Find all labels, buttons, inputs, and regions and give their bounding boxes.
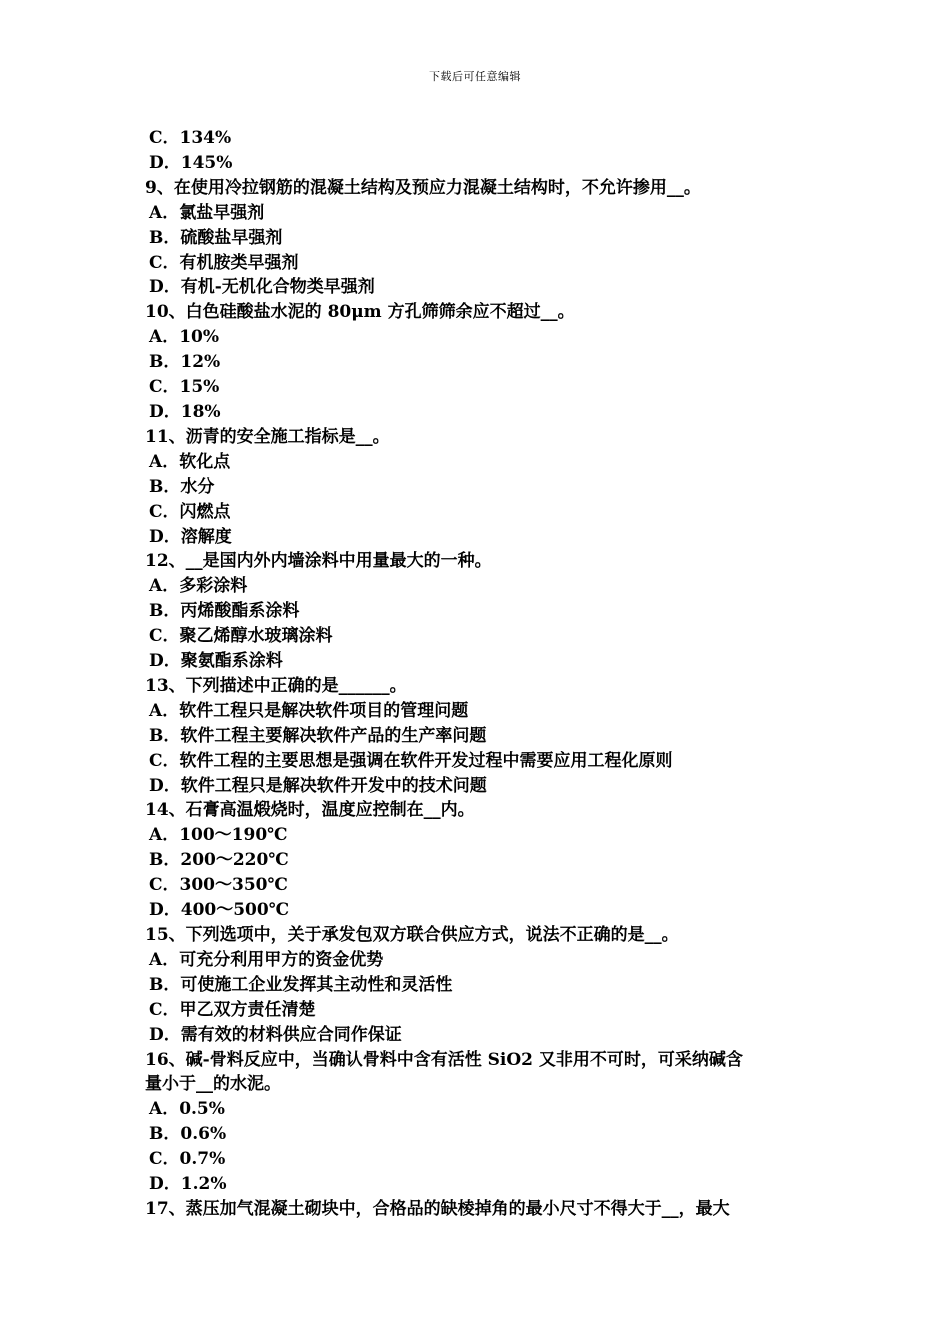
option-line: B．200～220℃ bbox=[149, 850, 289, 871]
option-line: A．氯盐早强剂 bbox=[149, 202, 265, 223]
option-line: A．多彩涂料 bbox=[149, 576, 248, 597]
option-line: A．软化点 bbox=[149, 451, 231, 472]
document-body bbox=[145, 126, 815, 1222]
option-line: C．聚乙烯醇水玻璃涂料 bbox=[149, 626, 333, 647]
question-line: 15、下列选项中，关于承发包双方联合供应方式，说法不正确的是__。 bbox=[145, 925, 679, 945]
option-line: B．可使施工企业发挥其主动性和灵活性 bbox=[149, 974, 453, 995]
question-line: 量小于__的水泥。 bbox=[145, 1074, 281, 1095]
option-line: D．软件工程只是解决软件开发中的技术问题 bbox=[149, 775, 487, 796]
option-line: C．300～350℃ bbox=[149, 875, 288, 896]
question-line: 9、在使用冷拉钢筋的混凝土结构及预应力混凝土结构时，不允许掺用__。 bbox=[145, 177, 701, 198]
option-line: B．水分 bbox=[149, 476, 215, 497]
option-line: D．145% bbox=[149, 152, 233, 173]
option-line: A．10% bbox=[149, 327, 220, 348]
question-line: 13、下列描述中正确的是______。 bbox=[145, 675, 407, 696]
page-header: 下载后可任意编辑 bbox=[429, 70, 521, 83]
question-line: 10、白色硅酸盐水泥的 80μm 方孔筛筛余应不超过__。 bbox=[145, 302, 575, 323]
option-line: D．400～500℃ bbox=[149, 900, 290, 921]
option-line: B．0.6% bbox=[149, 1124, 227, 1145]
option-line: D．1.2% bbox=[149, 1174, 227, 1195]
option-line: B．硫酸盐早强剂 bbox=[149, 227, 283, 248]
option-line: C．软件工程的主要思想是强调在软件开发过程中需要应用工程化原则 bbox=[149, 750, 673, 771]
option-line: C．134% bbox=[149, 128, 232, 148]
option-line: D．18% bbox=[149, 401, 221, 422]
option-line: B．丙烯酸酯系涂料 bbox=[149, 601, 300, 622]
option-line: C．有机胺类早强剂 bbox=[149, 252, 299, 273]
option-line: B．软件工程主要解决软件产品的生产率问题 bbox=[149, 725, 487, 746]
question-line: 14、石膏高温煅烧时，温度应控制在__内。 bbox=[145, 800, 475, 821]
option-line: C．0.7% bbox=[149, 1149, 226, 1170]
option-line: C．甲乙双方责任清楚 bbox=[149, 999, 316, 1020]
option-line: B．12% bbox=[149, 352, 221, 373]
option-line: C．15% bbox=[149, 377, 220, 398]
question-line: 11、沥青的安全施工指标是__。 bbox=[145, 426, 390, 447]
option-line: A．软件工程只是解决软件项目的管理问题 bbox=[149, 700, 469, 721]
option-line: D．溶解度 bbox=[149, 526, 232, 547]
question-line: 17、蒸压加气混凝土砌块中，合格品的缺棱掉角的最小尺寸不得大于__，最大 bbox=[145, 1198, 730, 1219]
option-line: C．闪燃点 bbox=[149, 501, 231, 522]
option-line: A．0.5% bbox=[149, 1099, 225, 1120]
option-line: A．100～190℃ bbox=[149, 825, 288, 846]
question-line: 16、碱-骨料反应中，当确认骨料中含有活性 SiO2 又非用不可时，可采纳碱含 bbox=[145, 1049, 743, 1070]
option-line: D．有机-无机化合物类早强剂 bbox=[149, 277, 375, 298]
option-line: A．可充分利用甲方的资金优势 bbox=[149, 949, 384, 970]
question-line: 12、__是国内外内墙涂料中用量最大的一种。 bbox=[145, 551, 492, 572]
option-line: D．需有效的材料供应合同作保证 bbox=[149, 1024, 402, 1045]
option-line: D．聚氨酯系涂料 bbox=[149, 651, 283, 672]
